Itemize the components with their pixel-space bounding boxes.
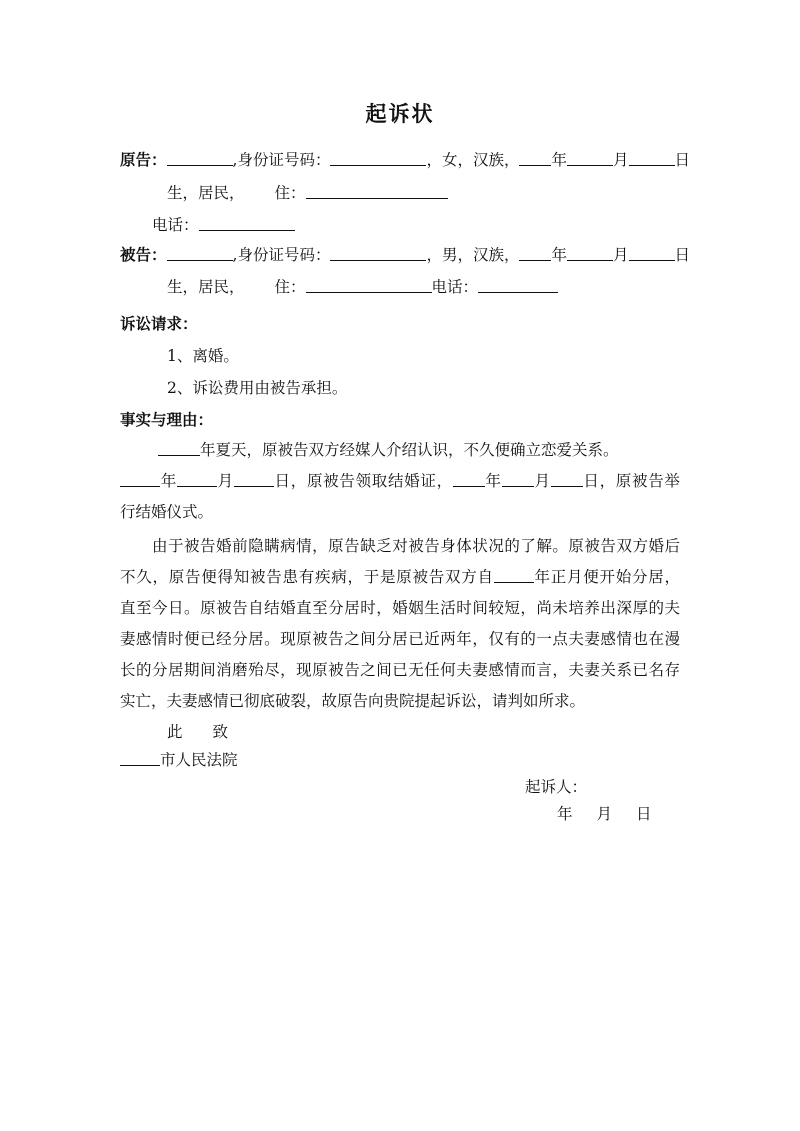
sign-day: 日 — [636, 805, 652, 823]
defendant-label: 被告： — [120, 245, 167, 264]
facts-paragraph-2-line-2: 行结婚仪式。 — [120, 503, 214, 521]
defendant-id-blank — [330, 245, 426, 261]
wedding-day-blank — [551, 471, 583, 487]
plaintiff-phone-blank — [199, 215, 295, 231]
defendant-line-2 — [167, 277, 558, 297]
defendant-id-label: ,身份证号码： — [232, 246, 331, 264]
defendant-day-blank — [629, 245, 675, 261]
plaintiff-address-label: 住： — [274, 184, 306, 202]
facts-paragraph-1 — [158, 440, 619, 460]
facts-p3-line-2 — [120, 567, 680, 587]
closing-zhi: 致 — [212, 723, 229, 741]
cert-text: 日，原被告领取结婚证， — [273, 472, 453, 490]
cert-day-blank — [234, 471, 274, 487]
plaintiff-signature: 起诉人： — [525, 778, 588, 796]
facts-p3-line-1: 由于被告婚前隐瞒病情，原告缺乏对被告身体状况的了解。原被告双方婚后 — [152, 537, 680, 555]
plaintiff-month-label: 月 — [612, 151, 629, 169]
wedding-year-blank — [453, 471, 485, 487]
defendant-line-1 — [120, 245, 690, 265]
plaintiff-day-blank — [629, 150, 675, 166]
defendant-phone-label: 电话： — [431, 278, 479, 296]
facts-heading: 事实与理由： — [120, 410, 214, 429]
facts-paragraph-2-line-1 — [120, 471, 680, 491]
defendant-gender-ethnicity: ，男，汉族， — [426, 246, 520, 264]
plaintiff-birth-resident: 生，居民， — [167, 184, 245, 202]
plaintiff-address-blank — [306, 183, 448, 199]
defendant-address-label: 住： — [274, 278, 306, 296]
plaintiff-year-label: 年 — [551, 151, 567, 169]
facts-p1-text: 年夏天，原被告双方经媒人介绍认识，不久便确立恋爱关系。 — [200, 441, 619, 459]
facts-p3-l2-part-b: 年正月便开始分居， — [533, 568, 680, 586]
defendant-phone-blank — [478, 277, 558, 293]
facts-p3-l2-part-a: 不久，原告便得知被告患有疾病，于是原被告双方自 — [120, 568, 494, 586]
plaintiff-month-blank — [567, 150, 613, 166]
plaintiff-id-blank — [330, 150, 426, 166]
plaintiff-line-1 — [120, 150, 690, 170]
plaintiff-year-blank — [519, 150, 551, 166]
court-name: 市人民法院 — [160, 751, 238, 769]
claims-heading: 诉讼请求： — [120, 314, 198, 333]
facts-p3-line-6: 实亡，夫妻感情已彻底破裂，故原告向贵院提起诉讼，请判如所求。 — [120, 692, 586, 710]
plaintiff-line-2 — [167, 183, 448, 203]
facts-p3-line-4: 妻感情时便已经分居。现原被告之间分居已近两年，仅有的一点夫妻感情也在漫 — [120, 630, 680, 648]
defendant-name-blank — [167, 245, 233, 261]
closing-ci: 此 — [167, 723, 183, 741]
plaintiff-day-label: 日 — [674, 151, 691, 169]
signature-date — [557, 804, 652, 824]
cert-year-blank — [120, 471, 160, 487]
wedding-month-blank — [502, 471, 534, 487]
cert-month-label: 月 — [216, 472, 234, 490]
plaintiff-phone-label: 电话： — [152, 216, 199, 234]
plaintiff-name-blank — [167, 150, 233, 166]
wedding-month-label: 月 — [533, 472, 551, 490]
meet-year-blank — [158, 440, 200, 456]
facts-p3-line-3: 直至今日。原被告自结婚直至分居时，婚姻生活时间较短，尚未培养出深厚的夫 — [120, 599, 680, 617]
sign-year: 年 — [557, 805, 573, 823]
cert-year-label: 年 — [160, 472, 177, 490]
defendant-month-label: 月 — [612, 246, 629, 264]
wedding-text: 日，原被告举 — [582, 472, 680, 490]
defendant-year-blank — [519, 245, 551, 261]
plaintiff-gender-ethnicity: ，女，汉族， — [426, 151, 520, 169]
defendant-day-label: 日 — [674, 246, 691, 264]
facts-p3-line-5: 长的分居期间消磨殆尽，现原被告之间已无任何夫妻感情而言，夫妻关系已名存 — [120, 661, 680, 679]
plaintiff-line-3 — [152, 215, 295, 235]
cert-month-blank — [177, 471, 217, 487]
defendant-year-label: 年 — [551, 246, 567, 264]
defendant-month-blank — [567, 245, 613, 261]
sign-month: 月 — [596, 805, 613, 823]
wedding-year-label: 年 — [484, 472, 502, 490]
defendant-birth-resident: 生，居民， — [167, 278, 245, 296]
plaintiff-id-label: ,身份证号码： — [232, 151, 331, 169]
plaintiff-label: 原告： — [120, 150, 167, 169]
defendant-address-blank — [306, 277, 432, 293]
separation-year-blank — [494, 567, 534, 583]
claim-item-1: 1、离婚。 — [167, 347, 239, 365]
document-title: 起诉状 — [365, 101, 435, 126]
claim-item-2: 2、诉讼费用由被告承担。 — [167, 379, 348, 397]
court-city-blank — [120, 750, 160, 766]
closing-cizhi — [167, 722, 228, 742]
closing-court — [120, 750, 238, 770]
